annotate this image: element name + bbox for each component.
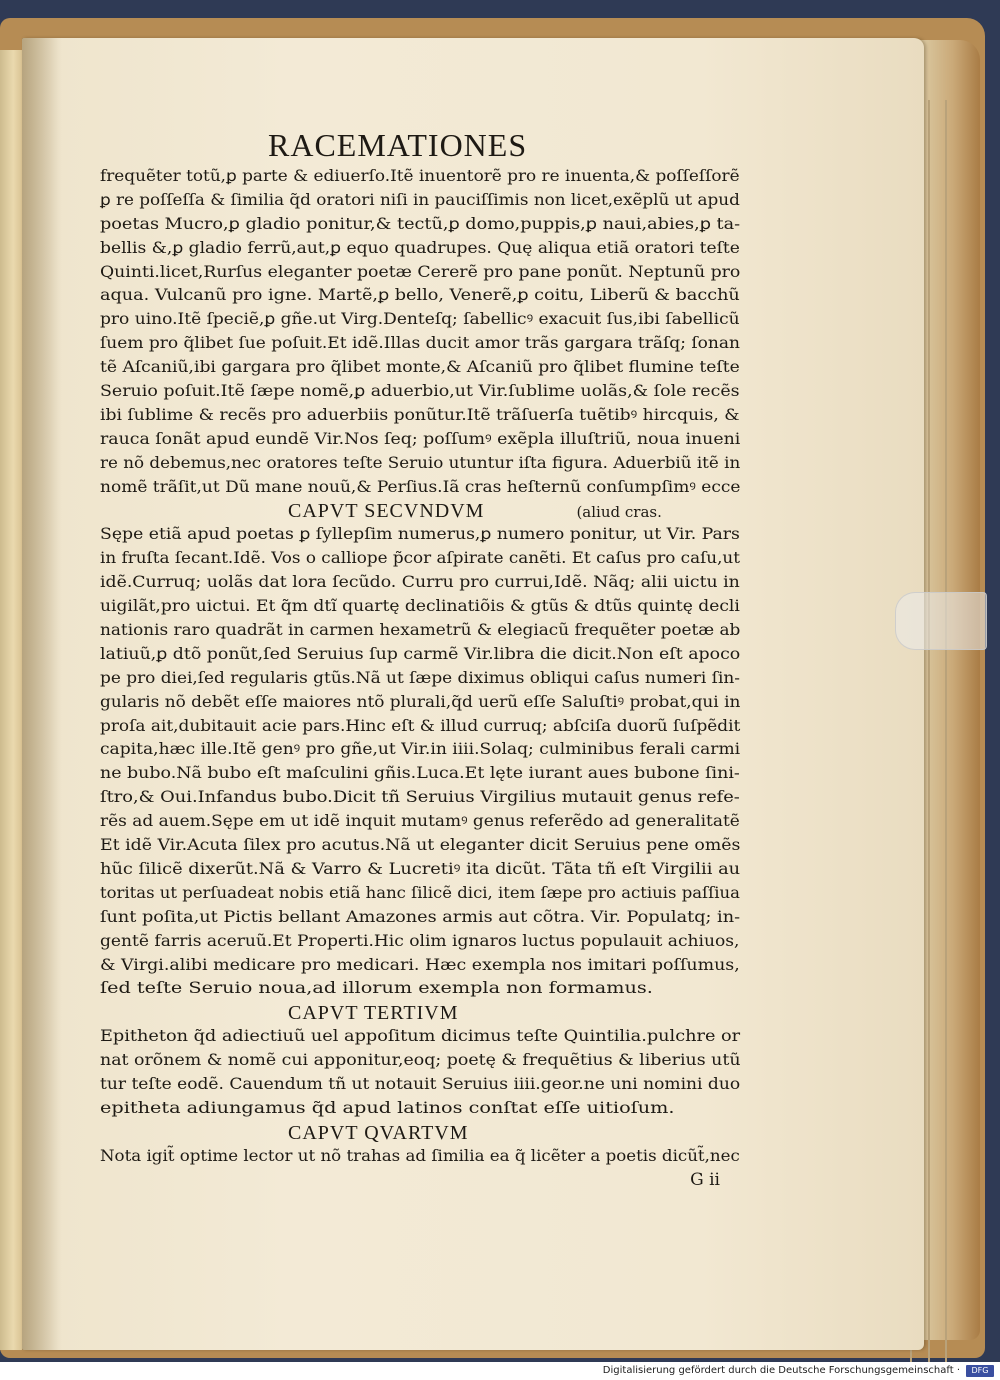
chapter-heading-text: CAPVT TERTIVM <box>288 1002 459 1025</box>
gutter-shadow <box>22 38 62 1350</box>
text-line: ſunt poſita,ut Pictis bellant Amazones armis aut cõtra. Vir. Populatq; in- <box>100 907 741 926</box>
facing-page-edge <box>0 50 22 1350</box>
text-line: toritas ut perſuadeat nobis etiã hanc ſilicẽ dici, item ſæpe pro actiuis paſſiua <box>100 883 740 902</box>
running-head: RACEMATIONES <box>268 127 528 163</box>
text-line: proſa ait,dubitauit acie pars.Hinc eſt & illud curruq; abſciſa duorũ ſuſpẽdit <box>100 716 741 735</box>
text-line: hũc ſilicẽ dixerũt.Nã & Varro & Lucretiꝰ ita dicũt. Tãta tñ eſt Virgilii au <box>100 859 741 878</box>
chapter-heading <box>100 499 760 523</box>
text-line: Quinti.licet,Rurſus eleganter poetæ Cererẽ pro pane ponũt. Neptunũ pro <box>100 262 741 281</box>
text-line: nomẽ trãſit,ut Dũ mane nouũ,& Perſius.Iã cras heſternũ conſumpſimꝰ ecce <box>100 477 741 496</box>
text-line: Et idẽ Vir.Acuta ſilex pro acutus.Nã ut eleganter dicit Seruius pene omẽs <box>100 836 741 855</box>
text-line: in fruſta ſecant.Idẽ. Vos o calliope p̃cor aſpirate canẽti. Et caſus pro caſu,ut <box>100 549 740 568</box>
text-line: tẽ Aſcaniũ,ibi gargara pro q̃libet monte,& Aſcaniũ pro q̃libet flumine teſte <box>100 358 740 377</box>
text-line: Seruio poſuit.Itẽ ſæpe nomẽ,ꝑ aduerbio,ut Vir.ſublime uolãs,& ſole recẽs <box>100 382 740 401</box>
text-line: pro uino.Itẽ ſpeciẽ,ꝑ gñe.ut Virg.Denteſq; ſabellicꝰ exacuit ſus,ibi ſabellicũ <box>100 310 740 329</box>
chapter-heading-text: CAPVT QVARTVM <box>288 1121 469 1144</box>
text-line: capita,hæc ille.Itẽ genꝰ pro gñe,ut Vir.in iiii.Solaq; culminibus ferali carmi <box>100 740 741 759</box>
text-lines <box>100 165 760 1191</box>
text-line: ſed teſte Seruio noua,ad illorum exempla non formamus. <box>100 979 653 998</box>
text-line: ꝑ re poſſeſſa & ſimilia q̃d oratori niſi in pauciſſimis non licet,exẽplũ ut apud <box>100 190 740 209</box>
text-line: rẽs ad auem.Sępe em ut idẽ inquit mutamꝰ genus referẽdo ad generalitatẽ <box>100 812 740 831</box>
text-line: rauca ſonãt apud eundẽ Vir.Nos ſeq; poſſumꝰ exẽpla illuſtriũ, noua inueni <box>100 429 741 448</box>
chapter-heading <box>100 1001 760 1025</box>
text-line: Nota igit̃ optime lector ut nõ trahas ad ſimilia ea q̃ licẽter a poetis dicũt̃,nec <box>100 1146 740 1165</box>
text-line: Sępe etiã apud poetas ꝑ ſyllepſim numerus,ꝑ numero ponitur, ut Vir. Pars <box>100 525 740 544</box>
text-line: gularis nõ debẽt eſſe maiores ntõ plurali,q̃d uerũ eſſe Saluſtiꝰ probat,qui in <box>100 692 741 711</box>
text-line: ſuem pro q̃libet ſue poſuit.Et idẽ.Illas ducit amor trãs gargara trãſq; ſonan <box>100 334 740 353</box>
funding-credit: Digitalisierung gefördert durch die Deutsche Forschungsgemeinschaft · <box>602 1365 960 1376</box>
footer-bar <box>0 1362 1000 1380</box>
text-line: aqua. Vulcanũ pro igne. Martẽ,ꝑ bello, Venerẽ,ꝑ coitu, Liberũ & bacchũ <box>100 286 740 305</box>
dfg-logo[interactable]: DFG <box>966 1365 994 1377</box>
page-text <box>100 125 760 1191</box>
text-line: & Virgi.alibi medicare pro medicari. Hæc exempla nos imitari poſſumus, <box>100 955 740 974</box>
text-line: frequẽter totũ,ꝑ parte & ediuerſo.Itẽ inuentorẽ pro re inuenta,& poſſeſſorẽ <box>100 167 740 185</box>
text-line: nat orõnem & nomẽ cui apponitur,eoq; poetę & frequẽtius & liberius utũ <box>100 1051 741 1070</box>
catchword-note: (aliud cras. <box>576 503 662 522</box>
text-line: uigilãt,pro uictui. Et q̃m dtĩ quartę declinatiõis & gtũs & dtũs quintę decli <box>100 597 740 616</box>
text-line: poetas Mucro,ꝑ gladio ponitur,& tectũ,ꝑ domo,puppis,ꝑ naui,abies,ꝑ ta- <box>100 214 741 233</box>
text-line: bellis &,ꝑ gladio ferrũ,aut,ꝑ equo quadrupes. Quę aliqua etiã oratori teſte <box>100 238 740 257</box>
text-line: Epitheton q̃d adiectiuũ uel appoſitum dicimus teſte Quintilia.pulchre or <box>100 1027 741 1046</box>
page-clip <box>895 592 987 650</box>
text-line: tur teſte eodẽ. Cauendum tñ ut notauit Seruius iiii.geor.ne uni nomini duo <box>100 1075 741 1094</box>
text-line: ibi ſublime & recẽs pro aduerbiis ponũtur.Itẽ trãſuerſa tuẽtibꝰ hircquis, & <box>100 405 740 424</box>
text-line: re nõ debemus,nec oratores teſte Seruio utuntur iſta figura. Aduerbiũ itẽ in <box>100 453 741 472</box>
chapter-heading <box>100 1121 760 1145</box>
text-line: ſtro,& Oui.Infandus bubo.Dicit tñ Seruius Virgilius mutauit genus refe- <box>100 788 740 807</box>
text-line: latiuũ,ꝑ dtõ ponũt,ſed Seruius ſup carmẽ Vir.libra die dicit.Non eſt apoco <box>100 644 741 663</box>
text-line: pe pro diei,ſed regularis gtũs.Nã ut ſæpe diximus obliqui caſus numeri ſin- <box>100 668 740 687</box>
chapter-heading-text: CAPVT SECVNDVM <box>288 500 485 523</box>
text-line: idẽ.Curruq; uolãs dat lora ſecũdo. Curru pro currui,Idẽ. Nãq; alii uictu in <box>100 573 740 592</box>
text-line: ne bubo.Nã bubo eſt maſculini gñis.Luca.Et lęte iurant aues bubone ſini- <box>100 764 740 783</box>
text-line: nationis raro quadrãt in carmen hexametrũ & elegiacũ frequẽter poetæ ab <box>100 621 741 640</box>
text-line: gentẽ farris aceruũ.Et Properti.Hic olim ignaros luctus populauit achiuos, <box>100 931 740 950</box>
signature-mark: G ii <box>690 1169 720 1190</box>
text-line: epitheta adiungamus q̃d apud latinos conſtat eſſe uitioſum. <box>100 1098 675 1117</box>
